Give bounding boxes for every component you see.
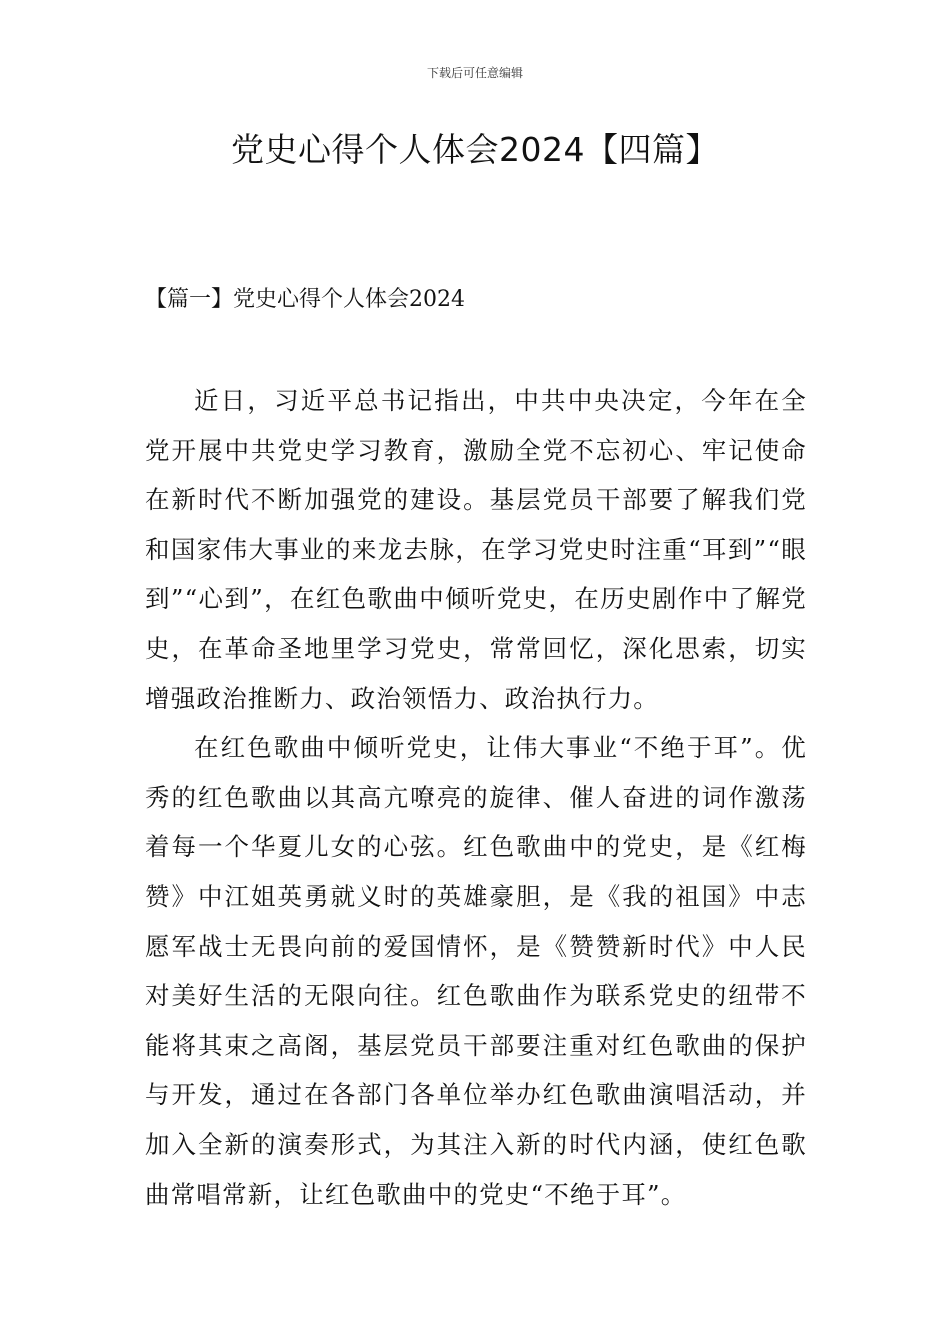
paragraph-1: 近日，习近平总书记指出，中共中央决定，今年在全党开展中共党史学习教育，激励全党不忘初心、牢记使命在新时代不断加强党的建设。基层党员干部要了解我们党和国家伟大事业的来龙去脉，在学习党史时注重“耳到”“眼到”“心到”，在红色歌曲中倾听党史，在历史剧作中了解党史，在革命圣地里学习党史，常常回忆，深化思索，切实增强政治推断力、政治领悟力、政治执行力。 xyxy=(145,386,807,713)
section-heading: 【篇一】党史心得个人体会2024 xyxy=(145,287,465,312)
paragraph-2: 在红色歌曲中倾听党史，让伟大事业“不绝于耳”。优秀的红色歌曲以其高亢嘹亮的旋律、催人奋进的词作激荡着每一个华夏儿女的心弦。红色歌曲中的党史，是《红梅赞》中江姐英勇就义时的英雄豪胆，是《我的祖国》中志愿军战士无畏向前的爱国情怀，是《赞赞新时代》中人民对美好生活的无限向往。红色歌曲作为联系党史的纽带不能将其束之高阁，基层党员干部要注重对红色歌曲的保护与开发，通过在各部门各单位举办红色歌曲演唱活动，并加入全新的演奏形式，为其注入新的时代内涵，使红色歌曲常唱常新，让红色歌曲中的党史“不绝于耳”。 xyxy=(145,733,807,1209)
document-title: 党史心得个人体会2024【四篇】 xyxy=(231,130,719,169)
header-note: 下载后可任意编辑 xyxy=(426,66,523,80)
document-body xyxy=(145,376,807,1219)
